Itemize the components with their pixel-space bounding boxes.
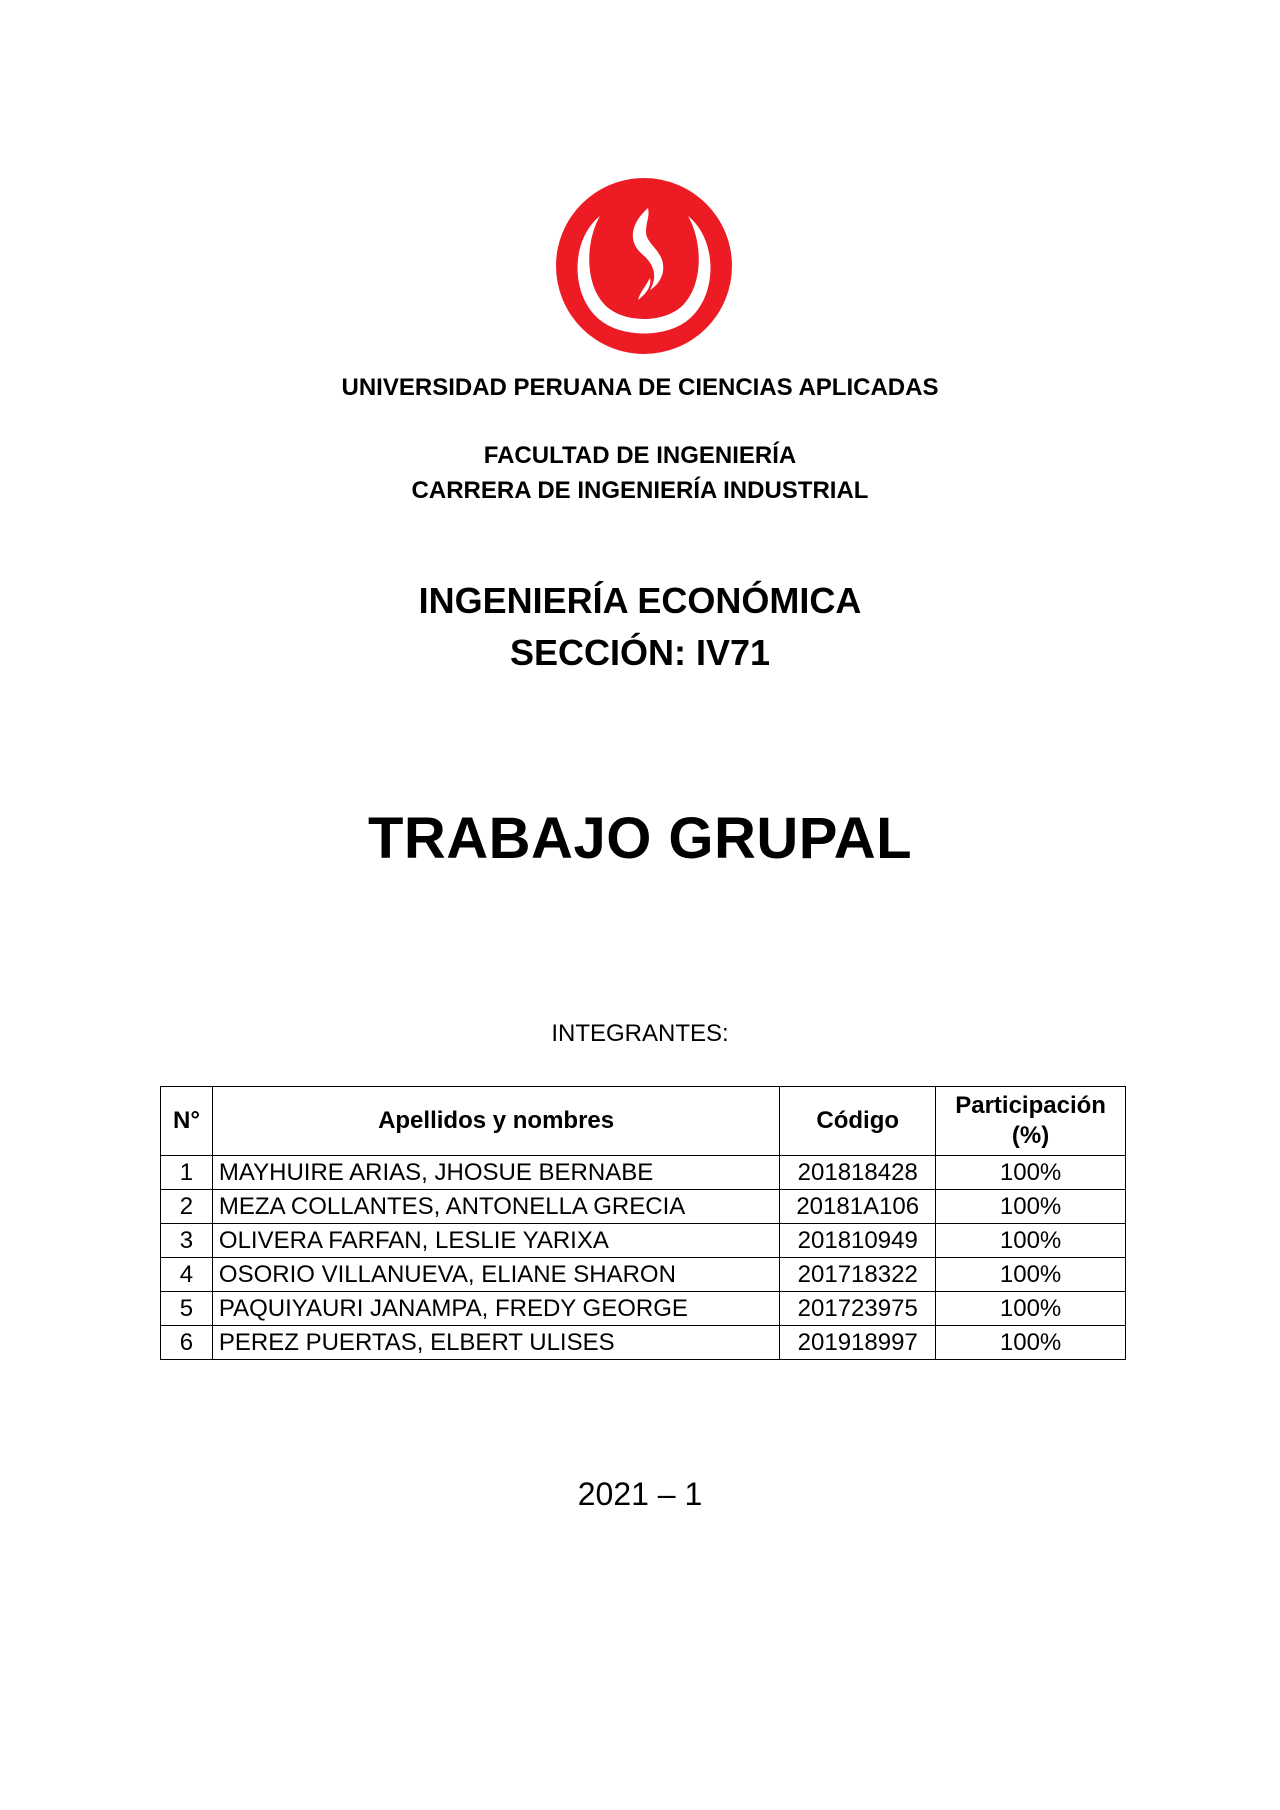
table-row bbox=[161, 1224, 1126, 1258]
document-title: TRABAJO GRUPAL bbox=[367, 806, 913, 871]
university-name: UNIVERSIDAD PERUANA DE CIENCIAS APLICADAS bbox=[341, 374, 939, 401]
row-name: PEREZ PUERTAS, ELBERT ULISES bbox=[212, 1326, 779, 1360]
table-row bbox=[161, 1326, 1126, 1360]
row-number: 5 bbox=[161, 1292, 213, 1326]
row-participation: 100% bbox=[936, 1190, 1126, 1224]
row-code: 201810949 bbox=[780, 1224, 936, 1258]
header-number: N° bbox=[161, 1087, 213, 1156]
table-header-row bbox=[161, 1087, 1126, 1156]
row-name: OSORIO VILLANUEVA, ELIANE SHARON bbox=[212, 1258, 779, 1292]
header-code: Código bbox=[780, 1087, 936, 1156]
row-number: 3 bbox=[161, 1224, 213, 1258]
row-code: 20181A106 bbox=[780, 1190, 936, 1224]
row-number: 4 bbox=[161, 1258, 213, 1292]
members-table bbox=[160, 1086, 1126, 1360]
row-number: 6 bbox=[161, 1326, 213, 1360]
row-participation: 100% bbox=[936, 1292, 1126, 1326]
table-row bbox=[161, 1292, 1126, 1326]
table-row bbox=[161, 1258, 1126, 1292]
academic-period: 2021 – 1 bbox=[577, 1476, 703, 1512]
row-number: 1 bbox=[161, 1156, 213, 1190]
row-name: OLIVERA FARFAN, LESLIE YARIXA bbox=[212, 1224, 779, 1258]
row-participation: 100% bbox=[936, 1224, 1126, 1258]
row-code: 201723975 bbox=[780, 1292, 936, 1326]
table-row bbox=[161, 1190, 1126, 1224]
section-label: SECCIÓN: IV71 bbox=[509, 632, 771, 673]
row-name: MAYHUIRE ARIAS, JHOSUE BERNABE bbox=[212, 1156, 779, 1190]
header-participation-line2: (%) bbox=[1011, 1122, 1050, 1149]
header-name: Apellidos y nombres bbox=[212, 1087, 779, 1156]
row-code: 201818428 bbox=[780, 1156, 936, 1190]
course-name: INGENIERÍA ECONÓMICA bbox=[418, 580, 862, 621]
row-code: 201918997 bbox=[780, 1326, 936, 1360]
faculty-name: FACULTAD DE INGENIERÍA bbox=[483, 442, 797, 469]
row-participation: 100% bbox=[936, 1156, 1126, 1190]
row-name: PAQUIYAURI JANAMPA, FREDY GEORGE bbox=[212, 1292, 779, 1326]
header-participation-line1: Participación bbox=[955, 1092, 1106, 1119]
row-participation: 100% bbox=[936, 1258, 1126, 1292]
row-participation: 100% bbox=[936, 1326, 1126, 1360]
upc-logo bbox=[556, 178, 732, 354]
row-name: MEZA COLLANTES, ANTONELLA GRECIA bbox=[212, 1190, 779, 1224]
row-code: 201718322 bbox=[780, 1258, 936, 1292]
header-participation bbox=[936, 1087, 1126, 1156]
table-row bbox=[161, 1156, 1126, 1190]
row-number: 2 bbox=[161, 1190, 213, 1224]
members-label: INTEGRANTES: bbox=[551, 1020, 729, 1047]
career-name: CARRERA DE INGENIERÍA INDUSTRIAL bbox=[411, 477, 869, 504]
